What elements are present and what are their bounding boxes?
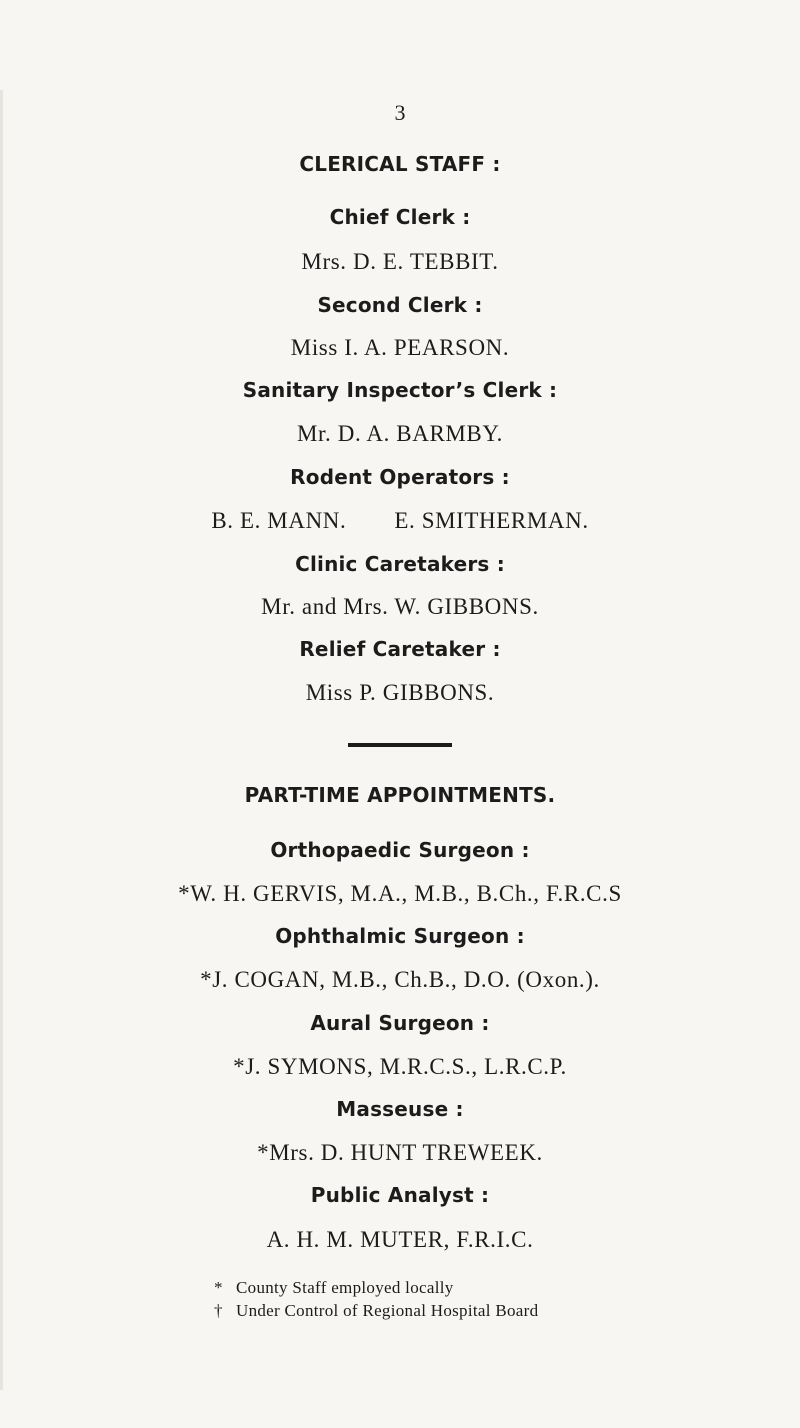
- ophthalmic-surgeon-title: Ophthalmic Surgeon :: [275, 924, 525, 948]
- rodent-operator-name: E. SMITHERMAN.: [394, 508, 589, 533]
- footnote-symbol: *: [214, 1278, 223, 1297]
- orthopaedic-surgeon-title: Orthopaedic Surgeon :: [270, 838, 530, 862]
- section-divider: [348, 743, 452, 747]
- clerical-staff-heading: CLERICAL STAFF :: [299, 152, 501, 176]
- masseuse-name: *Mrs. D. HUNT TREWEEK.: [257, 1140, 543, 1165]
- ophthalmic-surgeon-name: *J. COGAN, M.B., Ch.B., D.O. (Oxon.).: [200, 967, 600, 992]
- footnote-county-staff: [214, 1278, 454, 1298]
- aural-surgeon-title: Aural Surgeon :: [310, 1011, 490, 1035]
- masseuse-title: Masseuse :: [336, 1097, 464, 1121]
- footnote-symbol: †: [214, 1301, 223, 1320]
- public-analyst-name: A. H. M. MUTER, F.R.I.C.: [266, 1227, 534, 1252]
- footnote-regional-hospital: [214, 1301, 538, 1321]
- rodent-operators-names: [0, 508, 800, 534]
- scan-edge: [0, 90, 3, 1390]
- rodent-operators-title: Rodent Operators :: [290, 465, 510, 489]
- footnote-text: Under Control of Regional Hospital Board: [236, 1301, 539, 1320]
- aural-surgeon-name: *J. SYMONS, M.R.C.S., L.R.C.P.: [233, 1054, 567, 1079]
- chief-clerk-name: Mrs. D. E. TEBBIT.: [301, 249, 499, 274]
- sanitary-inspector-clerk-name: Mr. D. A. BARMBY.: [297, 421, 503, 446]
- clinic-caretakers-name: Mr. and Mrs. W. GIBBONS.: [261, 594, 539, 619]
- footnote-text: County Staff employed locally: [236, 1278, 454, 1297]
- second-clerk-title: Second Clerk :: [317, 293, 483, 317]
- relief-caretaker-name: Miss P. GIBBONS.: [305, 680, 495, 705]
- public-analyst-title: Public Analyst :: [310, 1183, 490, 1207]
- sanitary-inspector-clerk-title: Sanitary Inspector’s Clerk :: [242, 378, 558, 402]
- second-clerk-name: Miss I. A. PEARSON.: [290, 335, 510, 360]
- page-number: 3: [394, 100, 406, 125]
- chief-clerk-title: Chief Clerk :: [329, 205, 471, 229]
- clinic-caretakers-title: Clinic Caretakers :: [295, 552, 505, 576]
- orthopaedic-surgeon-name: *W. H. GERVIS, M.A., M.B., B.Ch., F.R.C.S: [178, 881, 622, 906]
- part-time-heading: PART-TIME APPOINTMENTS.: [244, 783, 556, 807]
- relief-caretaker-title: Relief Caretaker :: [299, 637, 501, 661]
- rodent-operator-name: B. E. MANN.: [211, 508, 347, 533]
